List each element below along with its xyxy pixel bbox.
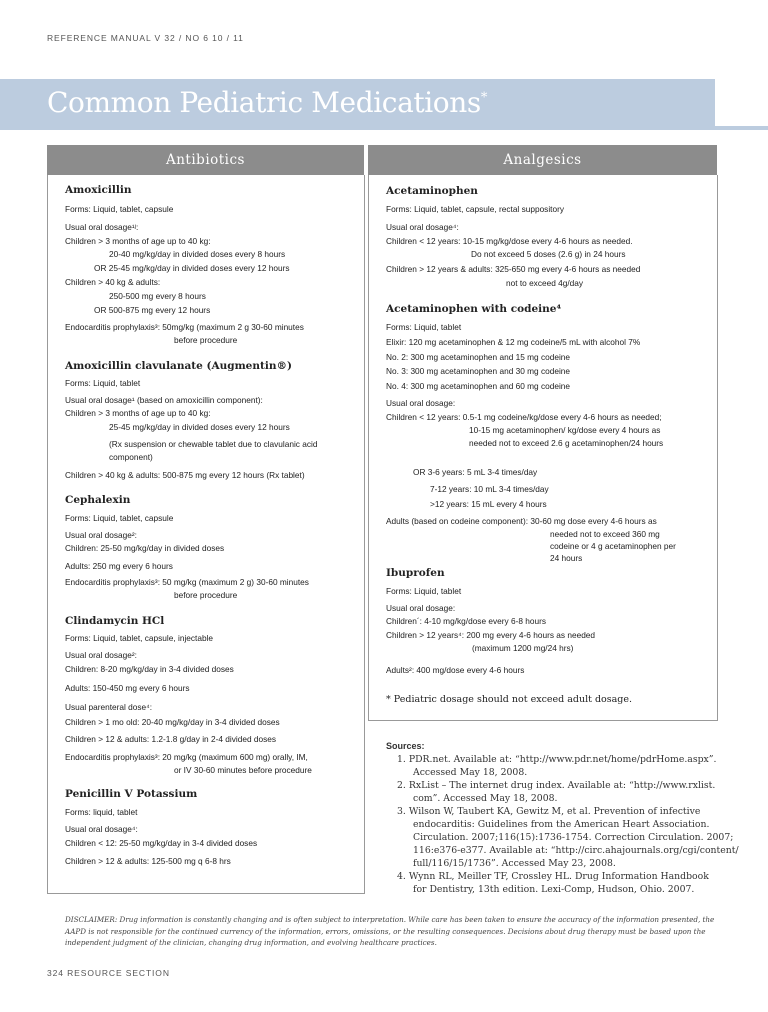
title-footnote-mark: * xyxy=(480,90,487,106)
clindamycin-dosage-label: Usual oral dosage²: xyxy=(65,650,137,660)
source-item: com”. Accessed May 18, 2008. xyxy=(413,793,558,804)
sources-heading: Sources: xyxy=(386,741,425,751)
amoxicillin-line: OR 25-45 mg/kg/day in divided doses every 12 hours xyxy=(94,263,290,273)
source-item: full/116/15/1736”. Accessed May 23, 2008. xyxy=(413,858,616,869)
ibuprofen-dosage-label: Usual oral dosage: xyxy=(386,603,456,613)
amoxicillin-line: Endocarditis prophylaxis³: 50mg/kg (maximum 2 g 30-60 minutes xyxy=(65,322,304,332)
source-item: 4. Wynn RL, Meiller TF, Crossley HL. Drug Information Handbook xyxy=(397,871,709,882)
drug-name-penicillin: Penicillin V Potassium xyxy=(65,788,198,800)
codeine-line: 24 hours xyxy=(550,553,583,563)
codeine-line: >12 years: 15 mL every 4 hours xyxy=(430,499,547,509)
source-item: 1. PDR.net. Available at: “http://www.pdr.net/home/pdrHome.aspx”. xyxy=(397,754,717,765)
augmentin-forms: Forms: Liquid, tablet xyxy=(65,378,141,388)
drug-name-cephalexin: Cephalexin xyxy=(65,494,131,506)
title-band-tail xyxy=(715,126,768,130)
augmentin-line: component) xyxy=(109,452,153,462)
clindamycin-forms: Forms: Liquid, tablet, capsule, injectable xyxy=(65,633,214,643)
clindamycin-line: Children > 12 & adults: 1.2-1.8 g/day in 2-4 divided doses xyxy=(65,734,277,744)
codeine-line: No. 3: 300 mg acetaminophen and 30 mg codeine xyxy=(386,366,571,376)
amoxicillin-line: Children > 3 months of age up to 40 kg: xyxy=(65,236,211,246)
acetaminophen-dosage-label: Usual oral dosage⁴: xyxy=(386,222,459,232)
penicillin-dosage-label: Usual oral dosage⁴: xyxy=(65,824,138,834)
codeine-line: OR 3-6 years: 5 mL 3-4 times/day xyxy=(413,467,538,477)
ibuprofen-line: Children´: 4-10 mg/kg/dose every 6-8 hours xyxy=(386,616,547,626)
column-header-analgesics: Analgesics xyxy=(368,145,717,175)
drug-name-acetaminophen: Acetaminophen xyxy=(386,185,478,197)
augmentin-line: Children > 40 kg & adults: 500-875 mg every 12 hours (Rx tablet) xyxy=(65,470,305,480)
acetaminophen-line: Children > 12 years & adults: 325-650 mg every 4-6 hours as needed xyxy=(386,264,641,274)
acetaminophen-line: Do not exceed 5 doses (2.6 g) in 24 hours xyxy=(471,249,626,259)
amoxicillin-line: 250-500 mg every 8 hours xyxy=(109,291,206,301)
augmentin-line: 25-45 mg/kg/day in divided doses every 12 hours xyxy=(109,422,290,432)
codeine-line: needed not to exceed 360 mg xyxy=(550,529,660,539)
codeine-line: No. 4: 300 mg acetaminophen and 60 mg codeine xyxy=(386,381,571,391)
ibuprofen-line: Children > 12 years⁴: 200 mg every 4-6 hours as needed xyxy=(386,630,596,640)
drug-name-augmentin: Amoxicillin clavulanate (Augmentin®) xyxy=(65,360,292,372)
ibuprofen-line: (maximum 1200 mg/24 hrs) xyxy=(472,643,574,653)
source-item: 116:e376-e377. Available at: “http://circ.ahajournals.org/cgi/content/ xyxy=(413,845,739,856)
codeine-line: Children < 12 years: 0.5-1 mg codeine/kg/dose every 4-6 hours as needed; xyxy=(386,412,662,422)
amoxicillin-line: before procedure xyxy=(174,335,238,345)
codeine-dosage-label: Usual oral dosage: xyxy=(386,398,456,408)
penicillin-forms: Forms: liquid, tablet xyxy=(65,807,138,817)
pediatric-footnote: * Pediatric dosage should not exceed adult dosage. xyxy=(386,694,633,705)
augmentin-line: Children > 3 months of age up to 40 kg: xyxy=(65,408,211,418)
penicillin-line: Children > 12 & adults: 125-500 mg q 6-8 hrs xyxy=(65,856,231,866)
codeine-line: needed not to exceed 2.6 g acetaminophen/24 hours xyxy=(469,438,664,448)
clindamycin-line: Endocarditis prophylaxis³: 20 mg/kg (maximum 600 mg) orally, IM, xyxy=(65,752,308,762)
acetaminophen-forms: Forms: Liquid, tablet, capsule, rectal suppository xyxy=(386,204,565,214)
codeine-forms: Forms: Liquid, tablet xyxy=(386,322,462,332)
drug-name-acetaminophen-codeine: Acetaminophen with codeine⁴ xyxy=(386,303,562,315)
cephalexin-line: Children: 25-50 mg/kg/day in divided doses xyxy=(65,543,225,553)
cephalexin-line: before procedure xyxy=(174,590,238,600)
codeine-line: Adults (based on codeine component): 30-60 mg dose every 4-6 hours as xyxy=(386,516,657,526)
source-item: Circulation. 2007;116(15):1736-1754. Correction Circulation. 2007; xyxy=(413,832,734,843)
codeine-line: 7-12 years: 10 mL 3-4 times/day xyxy=(430,484,549,494)
amoxicillin-line: Children > 40 kg & adults: xyxy=(65,277,161,287)
source-item: Accessed May 18, 2008. xyxy=(413,767,528,778)
codeine-line: codeine or 4 g acetaminophen per xyxy=(550,541,676,551)
source-item: 3. Wilson W, Taubert KA, Gewitz M, et al. Prevention of infective xyxy=(397,806,701,817)
column-header-antibiotics: Antibiotics xyxy=(47,145,364,175)
cephalexin-line: Adults: 250 mg every 6 hours xyxy=(65,561,173,571)
augmentin-line: (Rx suspension or chewable tablet due to clavulanic acid xyxy=(109,439,318,449)
cephalexin-forms: Forms: Liquid, tablet, capsule xyxy=(65,513,174,523)
penicillin-line: Children < 12: 25-50 mg/kg/day in 3-4 divided doses xyxy=(65,838,258,848)
ibuprofen-line: Adults²: 400 mg/dose every 4-6 hours xyxy=(386,665,525,675)
codeine-line: Elixir: 120 mg acetaminophen & 12 mg codeine/5 mL with alcohol 7% xyxy=(386,337,641,347)
augmentin-dosage-label: Usual oral dosage¹ (based on amoxicillin component): xyxy=(65,395,263,405)
cephalexin-dosage-label: Usual oral dosage²: xyxy=(65,530,137,540)
amoxicillin-forms: Forms: Liquid, tablet, capsule xyxy=(65,204,174,214)
page-title-text: Common Pediatric Medications xyxy=(47,86,481,119)
clindamycin-line: Children: 8-20 mg/kg/day in 3-4 divided doses xyxy=(65,664,234,674)
codeine-line: No. 2: 300 mg acetaminophen and 15 mg codeine xyxy=(386,352,571,362)
amoxicillin-line: 20-40 mg/kg/day in divided doses every 8 hours xyxy=(109,249,286,259)
clindamycin-line: Children > 1 mo old: 20-40 mg/kg/day in 3-4 divided doses xyxy=(65,717,280,727)
clindamycin-line: Adults: 150-450 mg every 6 hours xyxy=(65,683,190,693)
source-item: 2. RxList – The internet drug index. Available at: “http://www.rxlist. xyxy=(397,780,716,791)
drug-name-ibuprofen: Ibuprofen xyxy=(386,567,445,579)
codeine-line: 10-15 mg acetaminophen/ kg/dose every 4 hours as xyxy=(469,425,661,435)
running-foot: 324 RESOURCE SECTION xyxy=(47,968,170,978)
running-head: REFERENCE MANUAL V 32 / NO 6 10 / 11 xyxy=(47,33,244,43)
clindamycin-parenteral-label: Usual parenteral dose⁴: xyxy=(65,702,153,712)
clindamycin-line: or IV 30-60 minutes before procedure xyxy=(174,765,312,775)
acetaminophen-line: Children < 12 years: 10-15 mg/kg/dose every 4-6 hours as needed. xyxy=(386,236,633,246)
source-item: for Dentistry, 13th edition. Lexi-Comp, Hudson, Ohio. 2007. xyxy=(413,884,695,895)
source-item: endocarditis: Guidelines from the American Heart Association. xyxy=(413,819,710,830)
cephalexin-line: Endocarditis prophylaxis³: 50 mg/kg (maximum 2 g) 30-60 minutes xyxy=(65,577,309,587)
page-title xyxy=(47,86,487,119)
drug-name-clindamycin: Clindamycin HCl xyxy=(65,615,165,627)
amoxicillin-dosage-label: Usual oral dosage¹ʲ: xyxy=(65,222,139,232)
drug-name-amoxicillin: Amoxicillin xyxy=(65,184,132,196)
amoxicillin-line: OR 500-875 mg every 12 hours xyxy=(94,305,211,315)
ibuprofen-forms: Forms: Liquid, tablet xyxy=(386,586,462,596)
disclaimer: DISCLAIMER: Drug information is constantly changing and is often subject to interpretation. While care has been taken to ensure the accuracy of the information presented, the AAPD is not responsible for the continued currency of the information, errors, omissions, or the resulting consequences. Decisions about drug therapy must be based upon the independent judgment of the clinician, changing drug information, and evolving healthcare practices. xyxy=(65,915,715,947)
acetaminophen-line: not to exceed 4g/day xyxy=(506,278,584,288)
